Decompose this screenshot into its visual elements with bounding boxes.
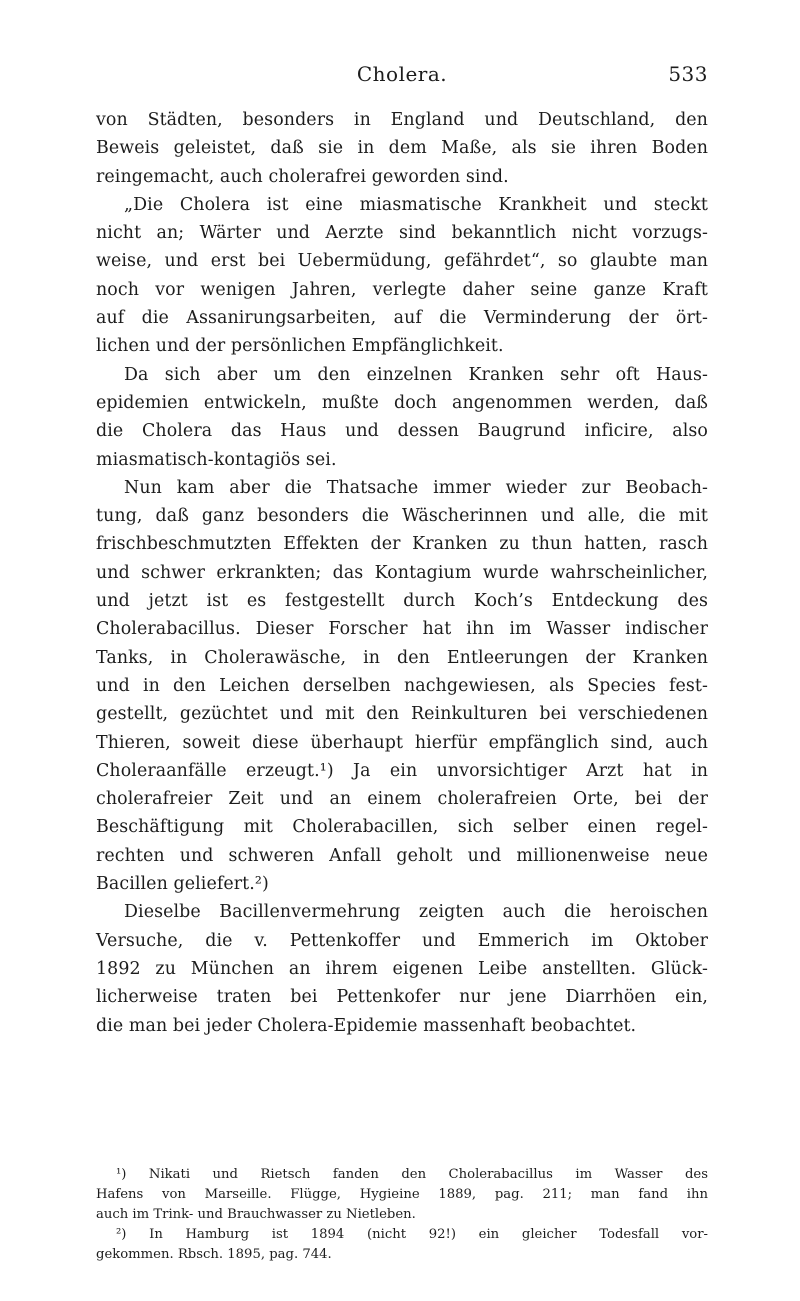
text-line: und schwer erkrankten; das Kontagium wurde wahrscheinlicher, <box>96 562 708 583</box>
text-line: Thieren, soweit diese überhaupt hierfür empfänglich sind, auch <box>96 732 708 753</box>
text-line: lichen und der persönlichen Empfänglichkeit. <box>96 336 504 357</box>
footnote-line: ¹) Nikati und Rietsch fanden den Cholerabacillus im Wasser des <box>116 1167 708 1182</box>
running-title: Cholera. <box>356 62 448 86</box>
footnote-line: ²) In Hamburg ist 1894 (nicht 92!) ein gleicher Todesfall vor- <box>116 1227 708 1242</box>
footnote-line: gekommen. Rbsch. 1895, pag. 744. <box>96 1247 332 1262</box>
text-line: licherweise traten bei Pettenkofer nur jene Diarrhöen ein, <box>96 987 708 1008</box>
body-text <box>96 106 708 1040</box>
text-line: frischbeschmutzten Effekten der Kranken zu thun hatten, rasch <box>96 534 708 555</box>
footnotes <box>96 1165 708 1265</box>
footnote-line: Hafens von Marseille. Flügge, Hygieine 1889, pag. 211; man fand ihn <box>96 1187 708 1202</box>
text-line: und jetzt ist es festgestellt durch Koch’s Entdeckung des <box>96 591 708 612</box>
text-line: Choleraanfälle erzeugt.¹) Ja ein unvorsichtiger Arzt hat in <box>96 760 708 781</box>
text-line: die Cholera das Haus und dessen Baugrund inficire, also <box>96 421 708 442</box>
footnote-line: auch im Trink- und Brauchwasser zu Nietleben. <box>96 1207 416 1222</box>
text-line: cholerafreier Zeit und an einem cholerafreien Orte, bei der <box>96 789 708 810</box>
text-line: Nun kam aber die Thatsache immer wieder zur Beobach- <box>124 477 708 498</box>
text-line: gestellt, gezüchtet und mit den Reinkulturen bei verschiedenen <box>96 704 708 725</box>
text-line: von Städten, besonders in England und Deutschland, den <box>96 110 708 130</box>
text-line: „Die Cholera ist eine miasmatische Krankheit und steckt <box>124 194 708 215</box>
text-line: tung, daß ganz besonders die Wäscherinnen und alle, die mit <box>96 506 708 527</box>
text-line: nicht an; Wärter und Aerzte sind bekanntlich nicht vorzugs- <box>96 223 708 244</box>
text-line: die man bei jeder Cholera-Epidemie massenhaft beobachtet. <box>96 1015 637 1036</box>
text-line: Tanks, in Cholerawäsche, in den Entleerungen der Kranken <box>96 647 708 668</box>
text-line: Cholerabacillus. Dieser Forscher hat ihn im Wasser indischer <box>96 619 708 640</box>
page-number: 533 <box>668 62 708 86</box>
text-line: Versuche, die v. Pettenkoffer und Emmerich im Oktober <box>96 930 708 951</box>
page-header <box>96 62 708 92</box>
text-line: epidemien entwickeln, mußte doch angenommen werden, daß <box>96 392 708 413</box>
text-line: Dieselbe Bacillenvermehrung zeigten auch die heroischen <box>124 902 708 923</box>
text-line: und in den Leichen derselben nachgewiesen, als Species fest- <box>96 675 708 696</box>
text-line: Beweis geleistet, daß sie in dem Maße, als sie ihren Boden <box>96 138 708 159</box>
text-line: rechten und schweren Anfall geholt und millionenweise neue <box>96 845 708 866</box>
text-line: reingemacht, auch cholerafrei geworden sind. <box>96 166 509 187</box>
text-line: 1892 zu München an ihrem eigenen Leibe anstellten. Glück- <box>96 958 708 979</box>
text-line: noch vor wenigen Jahren, verlegte daher seine ganze Kraft <box>96 279 708 300</box>
text-line: Da sich aber um den einzelnen Kranken sehr oft Haus- <box>124 364 708 385</box>
text-line: weise, und erst bei Uebermüdung, gefährdet“, so glaubte man <box>96 251 708 272</box>
text-line: auf die Assanirungsarbeiten, auf die Verminderung der ört- <box>96 308 708 329</box>
text-line: miasmatisch-kontagiös sei. <box>96 449 337 470</box>
text-line: Beschäftigung mit Cholerabacillen, sich selber einen regel- <box>96 817 708 838</box>
text-line: Bacillen geliefert.²) <box>96 874 269 895</box>
